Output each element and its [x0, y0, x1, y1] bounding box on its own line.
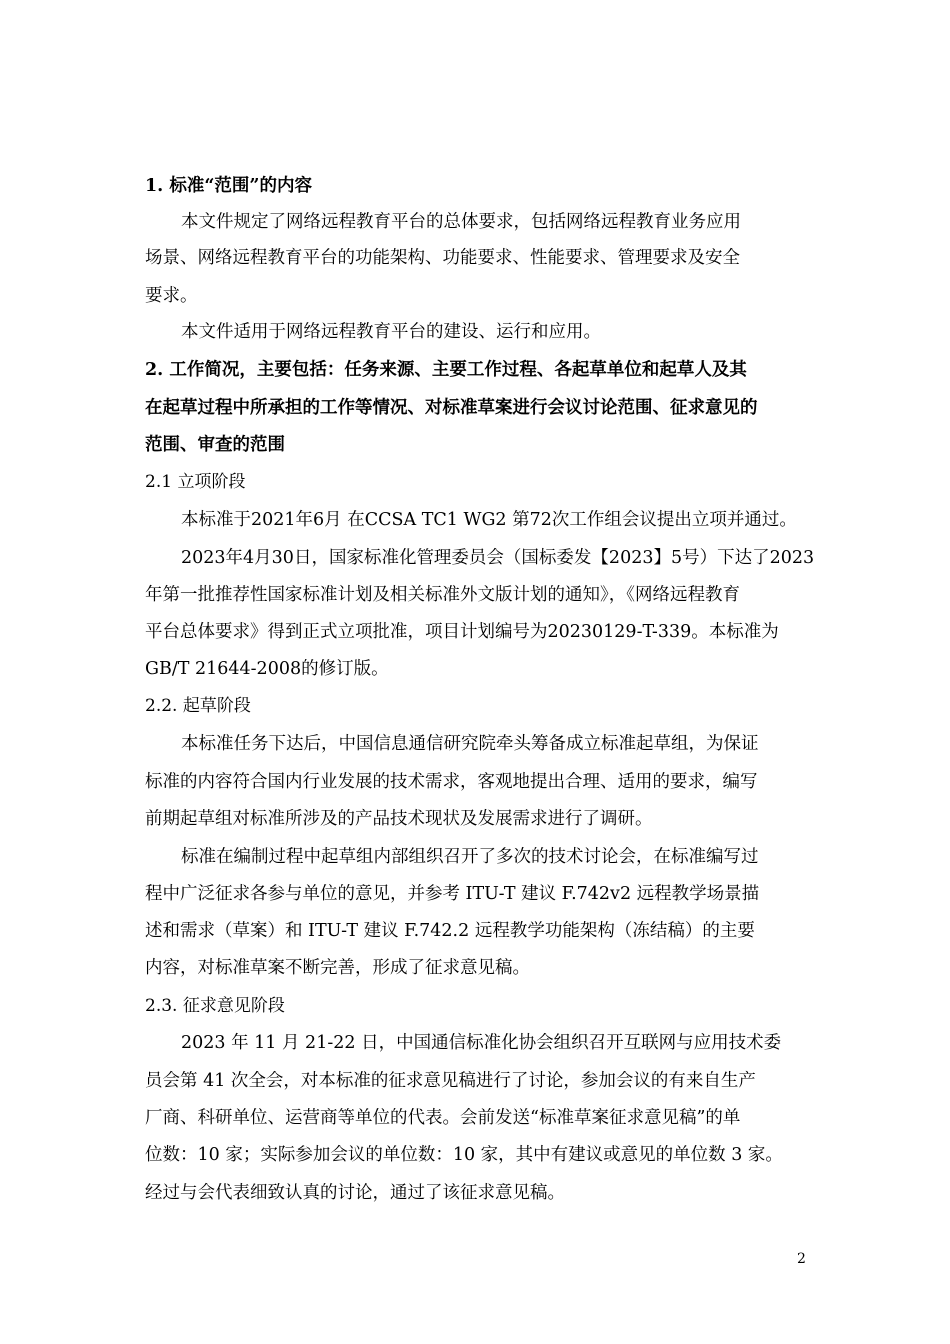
section-1-heading: 1. 标准“范围”的内容	[145, 176, 312, 196]
section-2-heading-line: 2. 工作简况，主要包括：任务来源、主要工作过程、各起草单位和起草人及其	[145, 360, 747, 380]
paragraph-line: 程中广泛征求各参与单位的意见，并参考 ITU-T 建议 F.742v2 远程教学场景描	[145, 884, 760, 904]
subsection-2-1-title: 2.1 立项阶段	[145, 472, 246, 492]
paragraph-line: GB/T 21644-2008的修订版。	[145, 659, 389, 679]
paragraph-line: 经过与会代表细致认真的讨论，通过了该征求意见稿。	[145, 1183, 565, 1203]
paragraph-line: 位数：10 家；实际参加会议的单位数：10 家，其中有建议或意见的单位数 3 家。	[145, 1145, 783, 1165]
section-2-heading-line: 范围、审查的范围	[145, 435, 285, 455]
paragraph-line: 标准的内容符合国内行业发展的技术需求，客观地提出合理、适用的要求，编写	[145, 772, 758, 792]
subsection-2-3-title: 2.3. 征求意见阶段	[145, 996, 285, 1016]
paragraph-line: 2023 年 11 月 21-22 日，中国通信标准化协会组织召开互联网与应用技术委	[181, 1033, 782, 1053]
paragraph-line: 2023年4月30日，国家标准化管理委员会（国标委发【2023】5号）下达了2023	[181, 548, 815, 568]
subsection-2-2-title: 2.2. 起草阶段	[145, 696, 251, 716]
paragraph-line: 场景、网络远程教育平台的功能架构、功能要求、性能要求、管理要求及安全	[145, 248, 740, 268]
paragraph-line: 本标准任务下达后，中国信息通信研究院牵头筹备成立标准起草组，为保证	[181, 734, 759, 754]
paragraph-line: 厂商、科研单位、运营商等单位的代表。会前发送“标准草案征求意见稿”的单	[145, 1108, 741, 1128]
paragraph-line: 平台总体要求》得到正式立项批准，项目计划编号为20230129-T-339。本标准为	[145, 622, 779, 642]
page-number: 2	[797, 1251, 806, 1267]
paragraph-line: 员会第 41 次全会，对本标准的征求意见稿进行了讨论，参加会议的有来自生产	[145, 1071, 756, 1091]
paragraph-line: 本文件适用于网络远程教育平台的建设、运行和应用。	[181, 322, 601, 342]
paragraph-line: 本文件规定了网络远程教育平台的总体要求，包括网络远程教育业务应用	[181, 212, 741, 232]
paragraph-line: 前期起草组对标准所涉及的产品技术现状及发展需求进行了调研。	[145, 809, 653, 829]
paragraph-line: 内容，对标准草案不断完善，形成了征求意见稿。	[145, 958, 530, 978]
paragraph-line: 要求。	[145, 286, 198, 306]
section-2-heading-line: 在起草过程中所承担的工作等情况、对标准草案进行会议讨论范围、征求意见的	[145, 398, 758, 418]
paragraph-line: 年第一批推荐性国家标准计划及相关标准外文版计划的通知》，《网络远程教育	[145, 585, 740, 605]
paragraph-line: 述和需求（草案）和 ITU-T 建议 F.742.2 远程教学功能架构（冻结稿）的主要	[145, 921, 755, 941]
paragraph-line: 本标准于2021年6月 在CCSA TC1 WG2 第72次工作组会议提出立项并通过。	[181, 510, 797, 530]
paragraph-line: 标准在编制过程中起草组内部组织召开了多次的技术讨论会，在标准编写过	[181, 847, 759, 867]
